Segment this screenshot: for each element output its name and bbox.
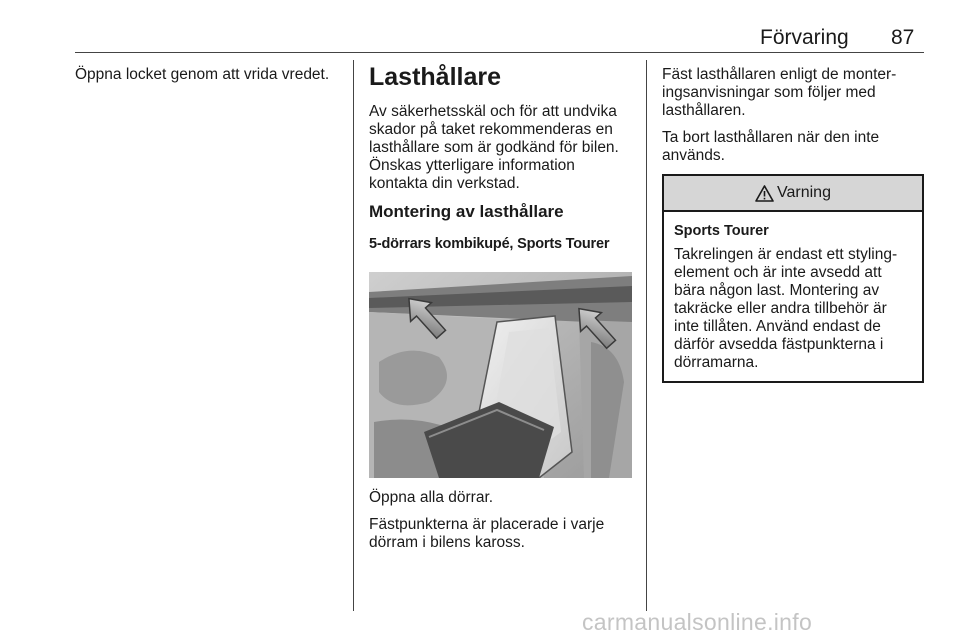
column-3 [662,66,924,383]
warning-title: Varning [777,184,831,201]
section-title: Förvaring [760,26,849,49]
warning-box [662,174,924,383]
header-rule [75,52,924,53]
subheading: Montering av lasthållare [369,202,564,221]
instruction-open-doors: Öppna alla dörrar. [369,489,494,506]
warning-subtitle: Sports Tourer [674,223,769,239]
mount-points-note: Fästpunkterna är placerade i varje dörram i bilens kaross. [369,516,605,551]
roof-rack-mount-illustration [369,272,632,478]
page-number: 87 [891,26,915,49]
remove-instruction: Ta bort lasthållaren när den inte används. [662,129,880,164]
column1-text: Öppna locket genom att vrida vredet. [75,66,330,83]
attach-instruction: Fäst lasthållaren enligt de monter-ingsanvisningar som följer med lasthållaren. [662,66,897,119]
intro-paragraph: Av säkerhetsskäl och för att undvika skador på taket rekommenderas en lasthållare som är godkänd för bilen. Önskas ytterligare information kontakta din verkstad. [369,103,619,192]
watermark: carmanualsonline.info [582,609,813,635]
column-2 [369,62,633,561]
warning-triangle-icon [755,185,774,202]
main-heading: Lasthållare [369,63,502,91]
warning-body [664,212,922,381]
warning-text: Takrelingen är endast ett styling-element och är inte avsedd att bära någon last. Montering av takräcke eller andra tillbehör är inte tillåten. Använd endast de därför avsedda fästpunkterna i dörramarna. [674,246,898,371]
warning-header [664,176,922,212]
column-divider-left [353,60,354,611]
column-divider-right [646,60,647,611]
model-heading: 5-dörrars kombikupé, Sports Tourer [369,236,610,252]
